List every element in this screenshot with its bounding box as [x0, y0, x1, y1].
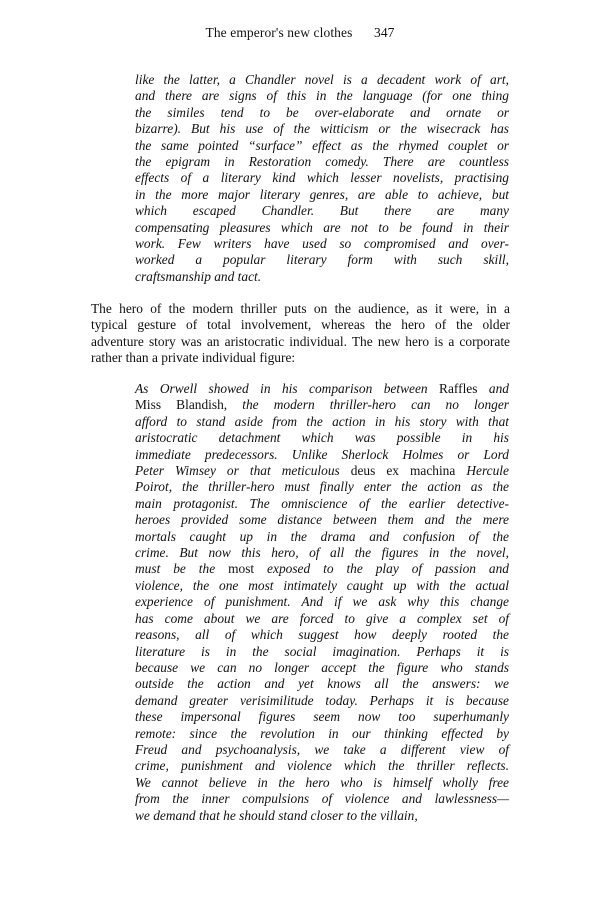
- text-line: [135, 709, 509, 725]
- italic-text: has come about we are forced to give a complex set of: [135, 610, 509, 626]
- text-line: [135, 447, 509, 463]
- italic-text: afford to stand aside from the action in his story with that: [135, 413, 509, 429]
- italic-text: Poirot, the thriller-hero must finally enter the action as the: [135, 479, 509, 495]
- text-line: [135, 594, 509, 610]
- text-line: craftsmanship and tact.: [135, 268, 262, 284]
- text-line: The hero of the modern thriller puts on the audience, as it were, in a: [91, 301, 510, 316]
- roman-title-text: Miss Blandish,: [135, 397, 228, 413]
- italic-text: must be the: [135, 561, 229, 577]
- text-line: [135, 660, 509, 676]
- text-line: [135, 611, 509, 627]
- italic-text: we demand that he should stand closer to the villain,: [135, 807, 418, 823]
- text-line: [135, 808, 509, 824]
- block-quote-orwell: [135, 381, 509, 824]
- italic-text: reasons, all of which suggest how deeply rooted the: [135, 627, 509, 643]
- text-line: the epigram in Restoration comedy. There are countless: [135, 154, 509, 170]
- italic-text: outside the action and yet knows all the answers: we: [135, 676, 509, 692]
- italic-text: remote: since the revolution in our thinking effected by: [135, 725, 509, 741]
- italic-text: the modern thriller-hero can no longer: [227, 397, 509, 413]
- text-line: [135, 529, 509, 545]
- italic-text: literature is in the social imagination. Perhaps it is: [135, 643, 509, 659]
- italic-text: crime. But now this hero, of all the figures in the novel,: [135, 545, 509, 561]
- italic-text: Freud and psychoanalysis, we take a different view of: [135, 741, 509, 757]
- italic-text: aristocratic detachment which was possible in his: [135, 430, 509, 446]
- text-line: [135, 758, 509, 774]
- text-line: adventure story was an aristocratic individual. The new hero is a corporate: [91, 333, 510, 349]
- text-line: and there are signs of this in the language (for one thing: [135, 88, 509, 104]
- italic-text: main protagonist. The omniscience of the earlier detective-: [135, 495, 509, 511]
- italic-text: exposed to the play of passion and: [254, 561, 509, 577]
- text-line: [135, 775, 509, 791]
- text-line: [135, 676, 509, 692]
- italic-text: because we can no longer accept the figure who stands: [135, 659, 509, 675]
- italic-text: heroes provided some distance between them and the mere: [135, 512, 509, 528]
- text-line: [135, 414, 509, 430]
- italic-text: Hercule: [455, 463, 509, 479]
- italic-text: Peter Wimsey or that meticulous: [135, 463, 351, 479]
- text-line: [135, 463, 509, 479]
- italic-text: violence, the one most intimately caught up with the actual: [135, 577, 509, 593]
- text-line: [135, 545, 509, 561]
- text-line: [135, 693, 509, 709]
- text-line: effects of a literary kind which lesser novelists, practising: [135, 170, 509, 186]
- roman-title-text: deus ex machina: [350, 463, 456, 479]
- text-line: [135, 578, 509, 594]
- roman-title-text: Raffles: [439, 381, 478, 396]
- roman-title-text: most: [228, 561, 255, 577]
- body-paragraph-thriller-hero: [91, 301, 510, 367]
- italic-text: experience of punishment. And if we ask why this change: [135, 594, 509, 610]
- text-line: [135, 627, 509, 643]
- italic-text: As Orwell showed in his comparison between: [135, 381, 440, 396]
- text-line: [135, 397, 509, 413]
- text-line: [135, 791, 509, 807]
- text-line: [135, 726, 509, 742]
- text-line: [135, 644, 509, 660]
- italic-text: immediate predecessors. Unlike Sherlock Holmes or Lord: [135, 446, 509, 462]
- block-quote-chandler: [135, 72, 509, 285]
- text-line: [135, 512, 509, 528]
- page-number: 347: [373, 25, 395, 40]
- text-line: the similes tend to be over-elaborate and ornate or: [135, 104, 509, 120]
- text-line: which escaped Chandler. But there are many: [135, 203, 509, 219]
- text-line: [135, 561, 509, 577]
- italic-text: demand greater verisimilitude today. Perhaps it is because: [135, 692, 509, 708]
- text-line: worked a popular literary form with such skill,: [135, 252, 509, 268]
- text-line: in the more major literary genres, are able to achieve, but: [135, 186, 509, 202]
- text-line: [135, 430, 509, 446]
- text-line: typical gesture of total involvement, whereas the hero of the older: [91, 317, 510, 333]
- text-line: [135, 496, 509, 512]
- text-line: the same pointed “surface” effect as the rhymed couplet or: [135, 137, 509, 153]
- italic-text: and: [477, 381, 509, 396]
- italic-text: these impersonal figures seem now too superhumanly: [135, 709, 509, 725]
- italic-text: We cannot believe in the hero who is himself wholly free: [135, 774, 509, 790]
- text-line: [135, 479, 509, 495]
- text-line: [135, 381, 509, 397]
- italic-text: crime, punishment and violence which the thriller reflects.: [135, 758, 509, 774]
- italic-text: mortals caught up in the drama and confusion of the: [135, 528, 509, 544]
- running-head-title: The emperor's new clothes: [205, 25, 353, 40]
- italic-text: from the inner compulsions of violence and lawlessness—: [135, 791, 509, 807]
- running-head: [0, 25, 600, 41]
- text-line: compensating pleasures which are not to be found in their: [135, 219, 509, 235]
- text-line: like the latter, a Chandler novel is a decadent work of art,: [135, 72, 509, 87]
- text-line: work. Few writers have used so compromised and over-: [135, 236, 509, 252]
- text-line: bizarre). But his use of the witticism or the wisecrack has: [135, 121, 509, 137]
- text-line: rather than a private individual figure:: [91, 350, 296, 366]
- text-line: [135, 742, 509, 758]
